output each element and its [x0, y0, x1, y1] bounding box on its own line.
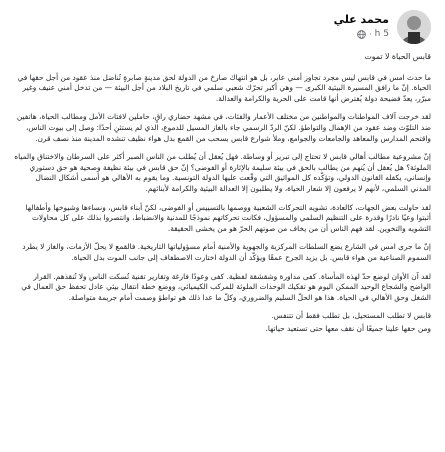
post-header: [14, 8, 431, 48]
post-paragraph: لقد حاولت بعض الجهات، كالعادة، تشويه التحركات الشعبية ووصمها بالتسييس أو الفوضى، لكنّ أبناء قابس، ونساءها وشيوخها وأطفالها أثبتوا وعيًا نادرًا وقدرة على التنظيم السلمي والمسؤول، فكانت تحركاتهم نموذجًا للمدنية والانضباط، وانتصروا بذلك على كل محاولات التشويه والتخوين. لقد فهم الناس أن من يخاف من صوتهم الحرّ هو من يخشى الحقيقة.: [25, 202, 431, 233]
post-title: قابس الحياة لا تموت: [364, 52, 431, 61]
post-time[interactable]: 5 h: [374, 29, 389, 39]
globe-icon[interactable]: [357, 30, 366, 39]
avatar[interactable]: [397, 10, 431, 44]
post-paragraph: إنّ ما جرى امس في الشارع يضع السلطات المركزية والجهوية والأمنية أمام مسؤولياتها التاريخية. فالقمع لا يحلّ الأزمات، والغاز لا يطرد السموم الصناعية من هواء قابس. بل يزيد الجرح عمقًا ويؤكّد أن الدولة اختارت الاصطفاف إلى جانب الموت بدل الحياة.: [22, 242, 431, 262]
post-paragraph: ومن حقها علينا جميعًا أن نقف معها حتى تستعيد حياتها.: [265, 323, 431, 333]
author-name[interactable]: محمد علي: [333, 13, 389, 26]
separator-dot: ·: [369, 29, 372, 39]
post-paragraph: ما حدث امس في قابس ليس مجرد تجاوز أمني عابر، بل هو انتهاك صارخ من الدولة لحق مدينةٍ صابرةٍ تُناضل منذ عقود من أجل حقها في الحياة. إنّ ما رافق المسيرة البيئية الكبرى — وهي أكبر تحرّك شعبي سلمي في تاريخ البلاد من أجل البيئة — من تدخل أمني عنيف وغير مبرّر، يعدّ فضيحة دولة يُفترض أنها قامت على الحرية والكرامة والعدالة.: [17, 72, 431, 103]
post-paragraph: قابس لا تطلب المستحيل، بل تطلب فقط أن تتنفس.: [271, 311, 431, 321]
post-meta: [357, 29, 389, 39]
post-paragraph: لقد خرجت آلاف المواطنات والمواطنين من مختلف الأعمار والفئات، في مشهد حضاري راقٍ، حاملين لافتات الأمل ومطالب الحياة، هاتفين ضد التلوّث وضد عقود من الإهمال والتواطؤ. لكنّ الردّ الرسمي جاء بالغاز المسيل للدموع، الذي لم يستثنِ أحدًا: وصل إلى بيوت الناس، واقتحم المدارس والمعاهد والجامعات والجوامع، وملأ شوارع قابس بسحب من القمع بدل هواء نظيف تنشده المدينة منذ نصف قرن.: [16, 112, 431, 143]
post-content: [14, 52, 431, 334]
post-paragraph: إنّ مشروعية مطالب أهالي قابس لا تحتاج إلى تبرير أو وساطة. فهل يُعقل أن يُطلب من الناس الصبر أكثر على السرطان والاختناق والمياه الملوثة؟ هل يُعقل أن يُتهم من يطالب بالحق في بيئة سليمة بالإثارة أو الفوضى؟ إنّ حق قابس في بيئة نظيفة وصحية هو حق دستوري وإنساني، يكفله القانون الدولي، وتؤكّده كل المواثيق التي وقّعت عليها الدولة التونسية. وما يقوم به الأهالي هو أسمى أشكال النضال المدني السلمي، لأنهم لا يرفعون إلا شعار الحياة، ولا يطلبون إلا العدالة البيئية والكرامة لأبنائهم.: [14, 152, 431, 193]
avatar-image: [397, 10, 431, 44]
post-paragraph: لقد آن الأوان لوضع حدّ لهذه المأساة. كفى مداورة وشقشقة لفظية. كفى وعودًا فارغة وتقارير تقنية تُسكت الناس ولا تُنقذهم. القرار الواضح والشجاع الوحيد الممكن اليوم هو تفكيك الوحدات الملوثة للمركب الكيميائي، ووضع خطة انتقال بيئي عادل تحفظ حق العمال في الشغل وحق الأهالي في الحياة. هذا هو الحلّ السليم والضروري، وكلّ ما عدا ذلك هو تواطؤ وصمت أمام جريمة متواصلة.: [21, 271, 431, 302]
